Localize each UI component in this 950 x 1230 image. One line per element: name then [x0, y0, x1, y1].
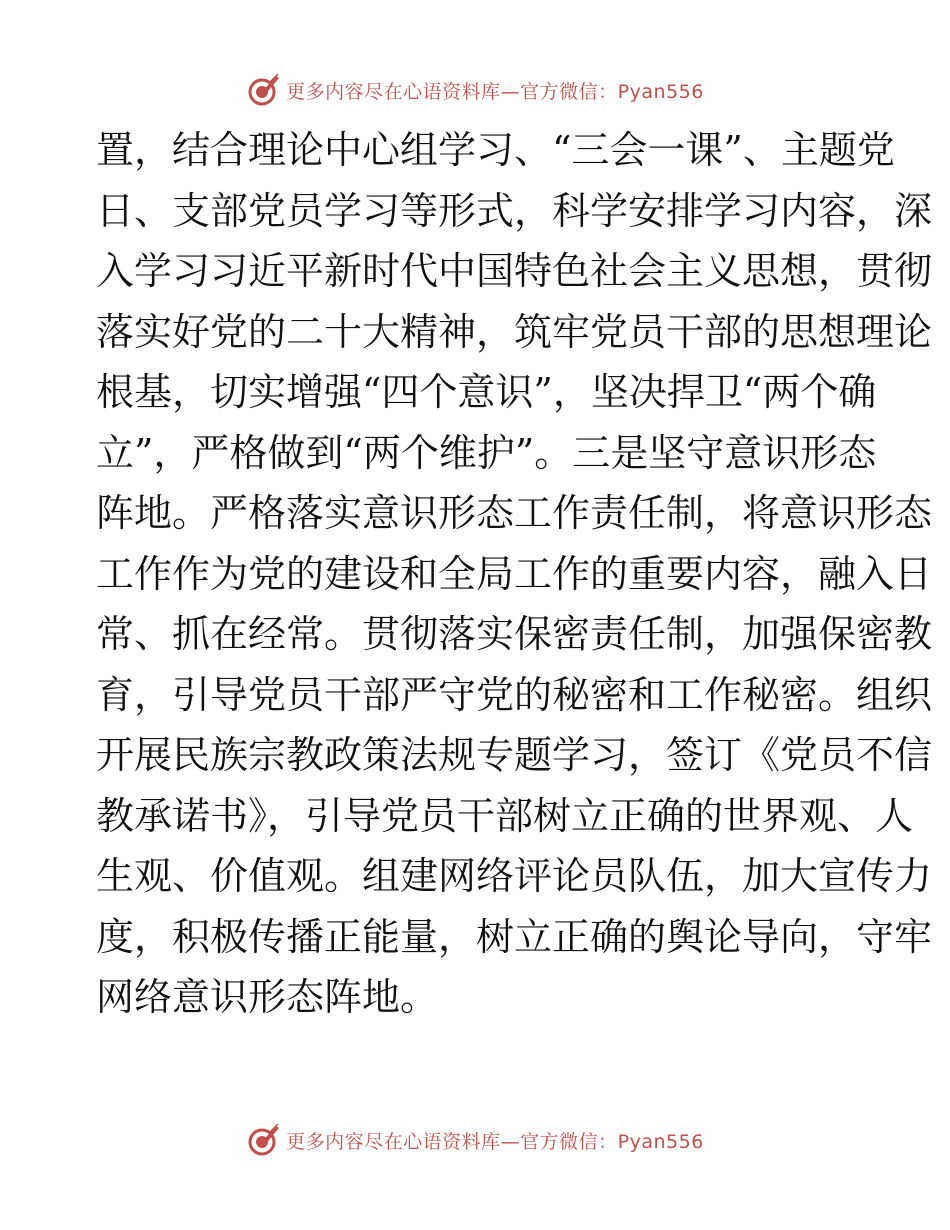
header-banner — [246, 72, 704, 108]
footer-text: 更多内容尽在心语资料库—官方微信： — [286, 1130, 618, 1153]
paragraph-line: 工作作为党的建设和全局工作的重要内容，融入日 — [96, 551, 933, 596]
footer-banner-text — [286, 1127, 704, 1154]
paragraph-line: 落实好党的二十大精神，筑牢党员干部的思想理论 — [96, 309, 933, 354]
paragraph-line: 育，引导党员干部严守党的秘密和工作秘密。组织 — [96, 672, 933, 717]
quill-logo-icon — [246, 72, 282, 108]
paragraph-line: 常、抓在经常。贯彻落实保密责任制，加强保密教 — [96, 612, 933, 656]
paragraph-line: 入学习习近平新时代中国特色社会主义思想，贯彻 — [96, 249, 933, 293]
paragraph-line: 教承诺书》，引导党员干部树立正确的世界观、人 — [96, 793, 914, 838]
paragraph-line: 生观、价值观。组建网络评论员队伍，加大宣传力 — [96, 854, 933, 898]
header-banner-text — [286, 77, 704, 104]
body-text — [96, 120, 933, 1028]
footer-banner — [246, 1122, 704, 1158]
paragraph-line: 度，积极传播正能量，树立正确的舆论导向，守牢 — [96, 914, 933, 959]
header-handle: Pyan556 — [617, 80, 704, 103]
paragraph-line: 立”，严格做到“两个维护”。三是坚守意识形态 — [96, 430, 877, 475]
paragraph-line: 阵地。严格落实意识形态工作责任制，将意识形态 — [96, 491, 933, 535]
paragraph-line: 网络意识形态阵地。 — [96, 975, 439, 1019]
paragraph-line: 置，结合理论中心组学习、“三会一课”、主题党 — [96, 128, 895, 172]
page-header — [0, 70, 950, 110]
paragraph-line: 根基，切实增强“四个意识”，坚决捍卫“两个确 — [96, 370, 877, 414]
footer-handle: Pyan556 — [617, 1130, 704, 1153]
quill-logo-icon — [246, 1122, 282, 1158]
paragraph-line: 开展民族宗教政策法规专题学习，签订《党员不信 — [96, 733, 933, 777]
page-footer — [0, 1120, 950, 1160]
paragraph-line: 日、支部党员学习等形式，科学安排学习内容，深 — [96, 188, 933, 233]
header-text: 更多内容尽在心语资料库—官方微信： — [286, 80, 618, 103]
